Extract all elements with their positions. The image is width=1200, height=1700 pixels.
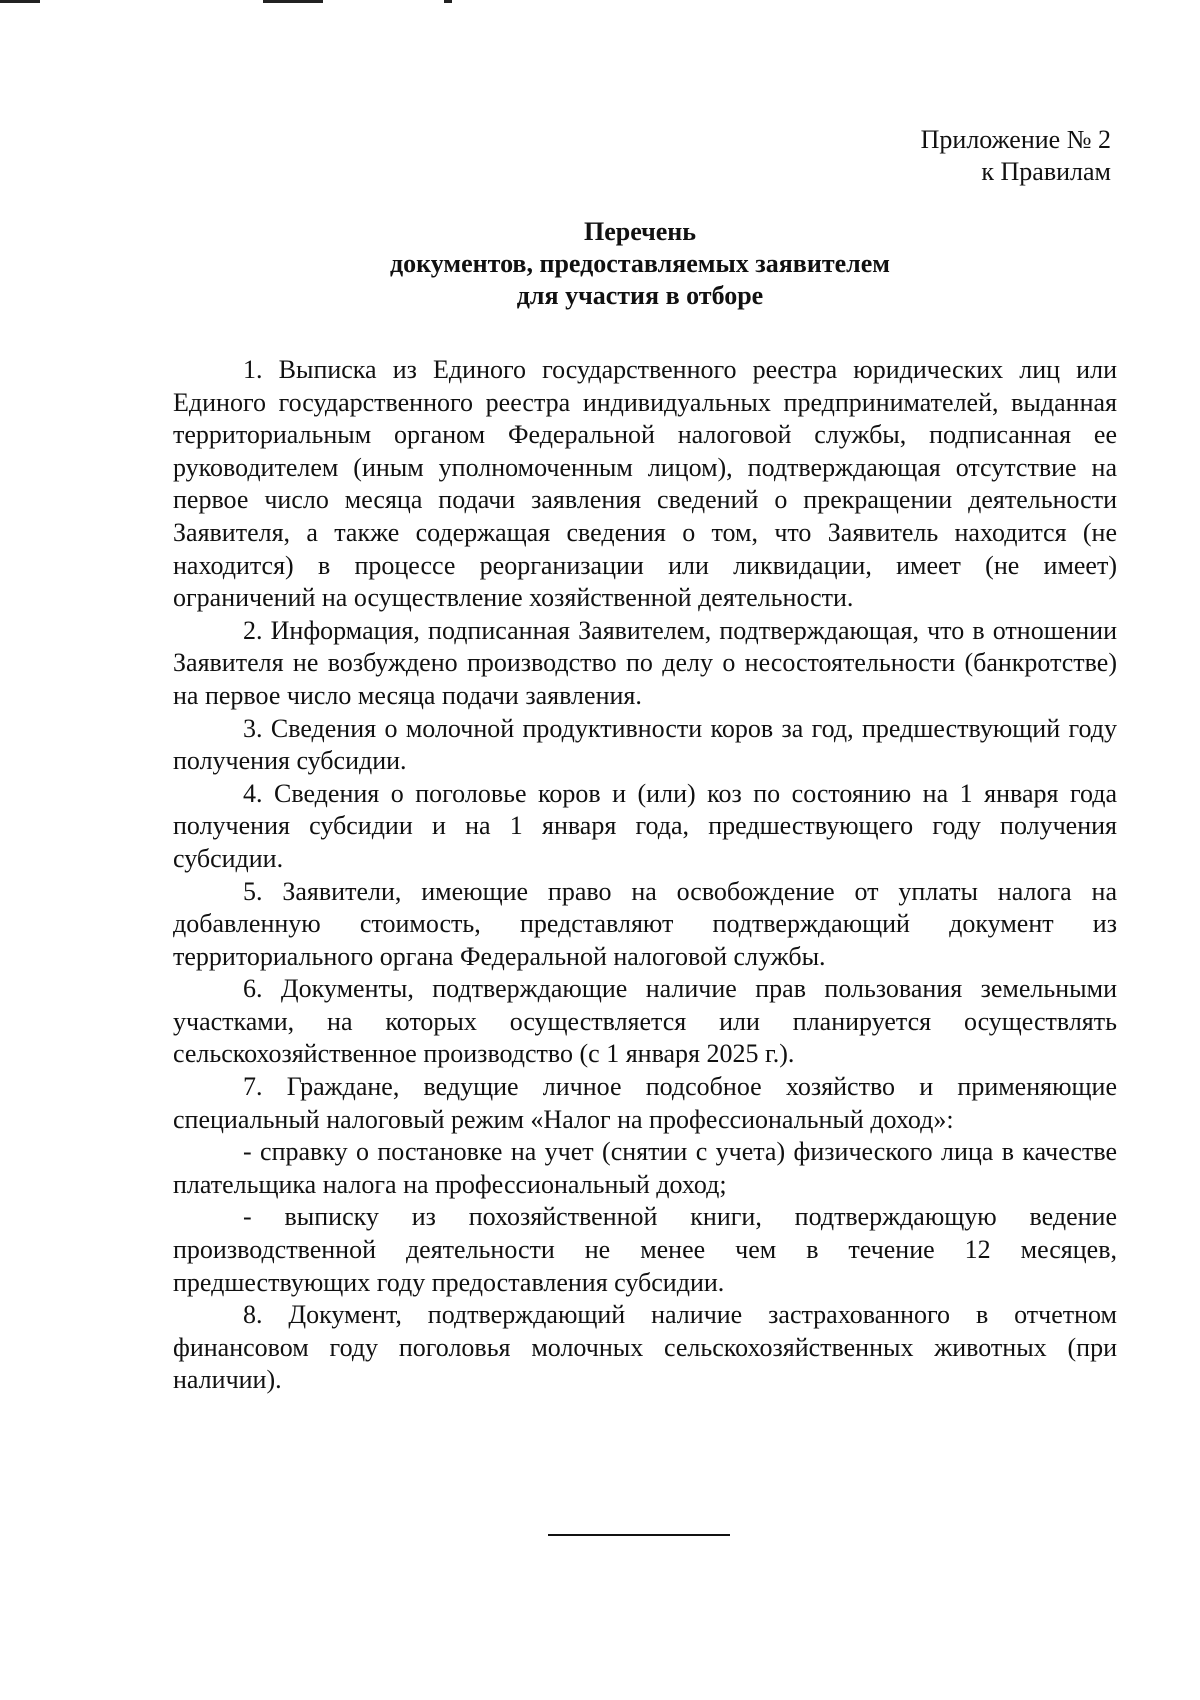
closing-rule-divider [548,1534,730,1536]
list-item-7-subitem-1: - справку о постановке на учет (снятии с учета) физического лица в качестве плательщика налога на профессиональный доход; [173,1137,1117,1199]
appendix-number: Приложение № 2 [920,125,1111,154]
title-line-2: документов, предоставляемых заявителем [390,249,890,278]
list-item-7: 7. Граждане, ведущие личное подсобное хозяйство и применяющие специальный налоговый режим «Налог на профессиональный доход»: [173,1072,1117,1134]
list-item-5: 5. Заявители, имеющие право на освобождение от уплаты налога на добавленную стоимость, представляют подтверждающий документ из территориального органа Федеральной налоговой службы. [173,876,1117,971]
list-item-1: 1. Выписка из Единого государственного реестра юридических лиц или Единого государственного реестра индивидуальных предпринимателей, выданная территориальным органом Федеральной налоговой службы, подписанная ее руководителем (иным уполномоченным лицом), подтверждающая отсутствие на первое число месяца подачи заявления сведений о прекращении деятельности Заявителя, а также содержащая сведения о том, что Заявитель находится (не находится) в процессе реорганизации или ликвидации, имеет (не имеет) ограничений на осуществление хозяйственной деятельности. [173,355,1117,613]
document-body [173,354,1117,1397]
list-item-8: 8. Документ, подтверждающий наличие застрахованного в отчетном финансовом году поголовья молочных сельскохозяйственных животных (при наличии). [173,1300,1117,1395]
scan-edge-mark [0,0,40,3]
list-item-6: 6. Документы, подтверждающие наличие прав пользования земельными участками, на которых осуществляется или планируется осуществлять сельскохозяйственное производство (с 1 января 2025 г.). [173,974,1117,1069]
title-line-3: для участия в отборе [516,281,764,310]
appendix-reference [921,124,1111,188]
appendix-rules-ref: к Правилам [981,157,1111,186]
list-item-7-subitem-2: - выписку из похозяйственной книги, подтверждающую ведение производственной деятельности не менее чем в течение 12 месяцев, предшествующих году предоставления субсидии. [173,1202,1117,1297]
title-line-1: Перечень [583,217,697,246]
list-item-3: 3. Сведения о молочной продуктивности коров за год, предшествующий году получения субсидии. [173,713,1117,776]
scan-edge-mark [444,0,452,3]
scan-edge-mark [263,0,323,3]
document-title [170,216,1110,312]
list-item-2: 2. Информация, подписанная Заявителем, подтверждающая, что в отношении Заявителя не возбуждено производство по делу о несостоятельности (банкротстве) на первое число месяца подачи заявления. [173,615,1117,710]
list-item-4: 4. Сведения о поголовье коров и (или) коз по состоянию на 1 января года получения субсидии и на 1 января года, предшествующего году получения субсидии. [173,778,1117,873]
